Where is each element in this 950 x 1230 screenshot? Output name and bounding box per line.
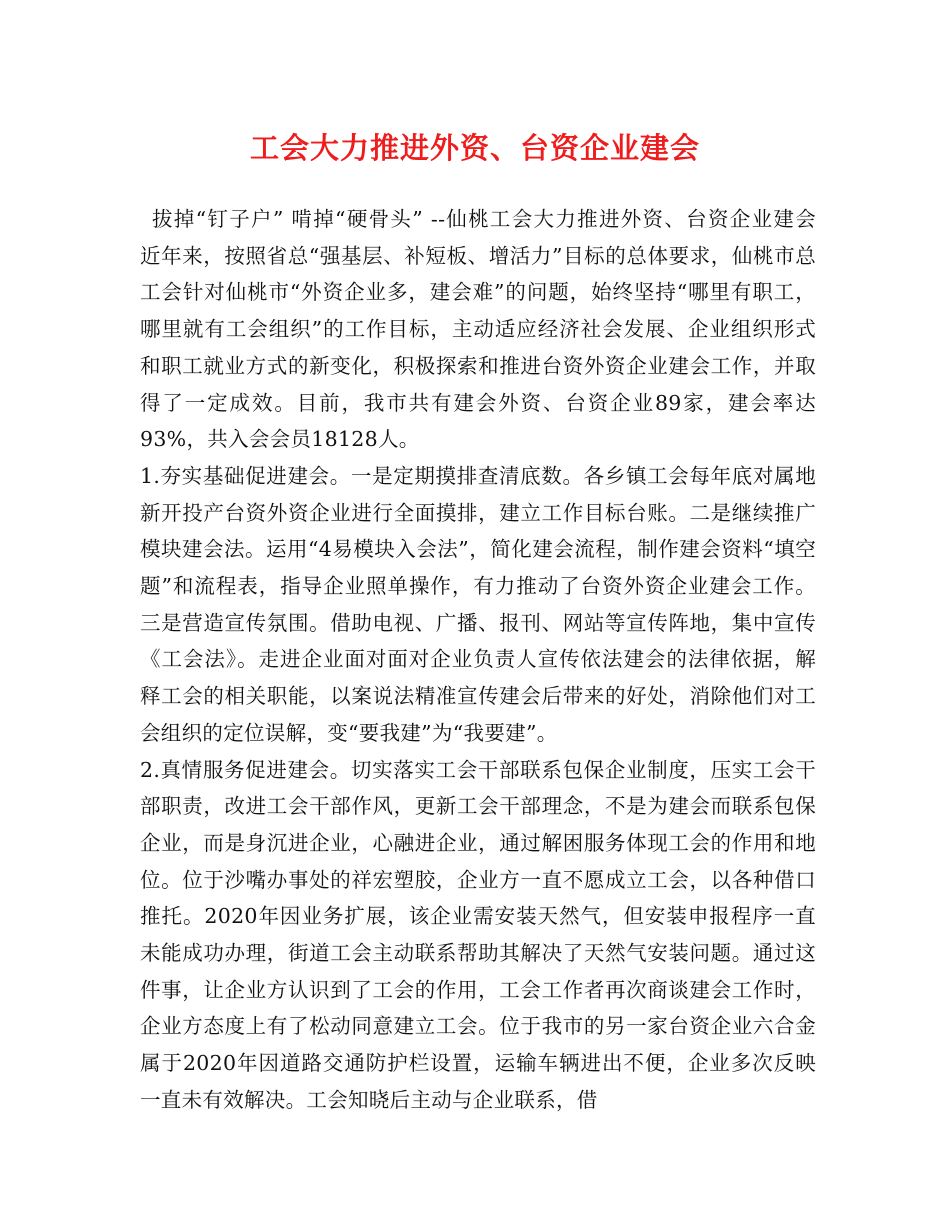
document-body <box>140 201 837 1119</box>
paragraph-section-2: 2.真情服务促进建会。切实落实工会干部联系包保企业制度，压实工会干部职责，改进工会干部作风，更新工会干部理念，不是为建会而联系包保企业，而是身沉进企业，心融进企业，通过解困服务体现工会的作用和地位。位于沙嘴办事处的祥宏塑胶，企业方一直不愿成立工会，以各种借口推托。2020年因业务扩展，该企业需安装天然气，但安装申报程序一直未能成功办理，街道工会主动联系帮助其解决了天然气安装问题。通过这件事，让企业方认识到了工会的作用，工会工作者再次商谈建会工作时，企业方态度上有了松动同意建立工会。位于我市的另一家台资企业六合金属于2020年因道路交通防护栏设置，运输车辆进出不便，企业多次反映一直未有效解决。工会知晓后主动与企业联系，借 <box>140 757 816 1112</box>
paragraph-intro: 拔掉“钉子户” 啃掉“硬骨头” --仙桃工会大力推进外资、台资企业建会 近年来，按照省总“强基层、补短板、增活力”目标的总体要求，仙桃市总工会针对仙桃市“外资企业多，建会难”的问题，始终坚持“哪里有职工，哪里就有工会组织”的工作目标，主动适应经济社会发展、企业组织形式和职工就业方式的新变化，积极探索和推进台资外资企业建会工作，并取得了一定成效。目前，我市共有建会外资、台资企业89家，建会率达93%，共入会会员18128人。 <box>140 207 837 452</box>
paragraph-section-1: 1.夯实基础促进建会。一是定期摸排查清底数。各乡镇工会每年底对属地新开投产台资外资企业进行全面摸排，建立工作目标台账。二是继续推广模块建会法。运用“4易模块入会法”，简化建会流程，制作建会资料“填空题”和流程表，指导企业照单操作，有力推动了台资外资企业建会工作。三是营造宣传氛围。借助电视、广播、报刊、网站等宣传阵地，集中宣传《工会法》。走进企业面对面对企业负责人宣传依法建会的法律依据，解释工会的相关职能，以案说法精准宣传建会后带来的好处，消除他们对工会组织的定位误解，变“要我建”为“我要建”。 <box>140 463 816 745</box>
document-title: 工会大力推进外资、台资企业建会 <box>249 131 700 165</box>
